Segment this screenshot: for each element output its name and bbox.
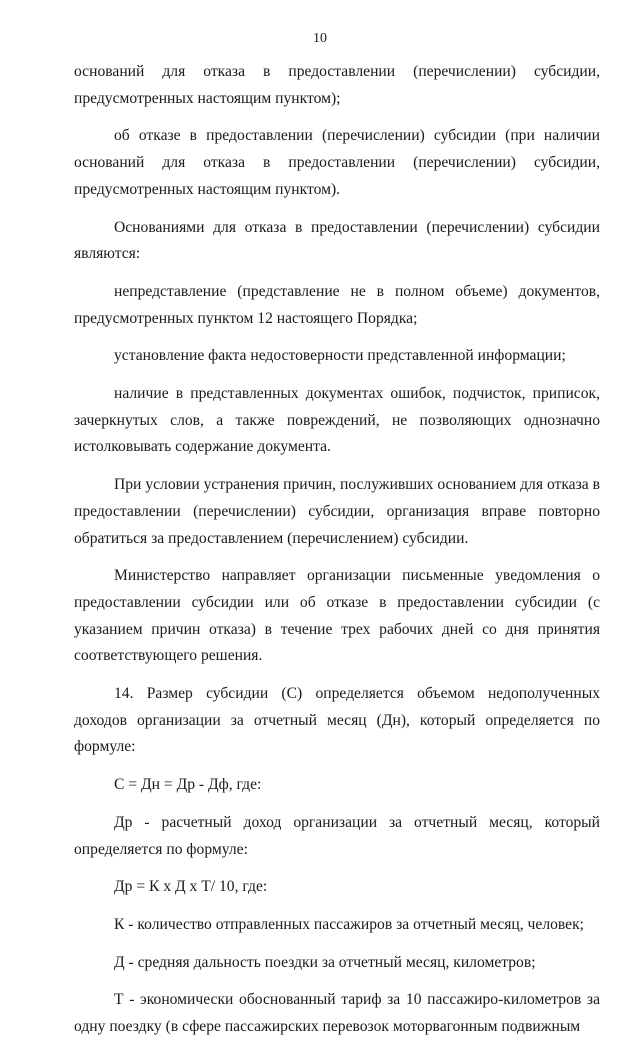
paragraph: непредставление (представление не в полном объеме) документов, предусмотренных пунктом 12 настоящего Порядка; xyxy=(74,282,600,327)
paragraph: оснований для отказа в предоставлении (перечислении) субсидии, предусмотренных настоящим пунктом); xyxy=(74,63,600,107)
paragraph: Д - средняя дальность поездки за отчетный месяц, километров; xyxy=(114,953,536,971)
paragraph: При условии устранения причин, послуживших основанием для отказа в предоставлении (перечислении) субсидии, организация вправе повторно обратиться за предоставлением (перечислением) субсидии. xyxy=(74,476,600,547)
paragraph: К - количество отправленных пассажиров за отчетный месяц, человек; xyxy=(114,915,585,933)
paragraph: наличие в представленных документах ошибок, подчисток, приписок, зачеркнутых слов, а также повреждений, не позволяющих однозначно истолковывать содержание документа. xyxy=(74,385,600,456)
paragraph: установление факта недостоверности представленной информации; xyxy=(114,347,566,365)
paragraph: Т - экономически обоснованный тариф за 10 пассажиро-километров за одну поездку (в сфере пассажирских перевозок моторвагонным подвижным xyxy=(74,991,600,1036)
formula-line: С = Дн = Др - Дф, где: xyxy=(114,776,262,794)
paragraph: Др - расчетный доход организации за отчетный месяц, который определяется по формуле: xyxy=(74,813,600,858)
paragraph: Министерство направляет организации письменные уведомления о предоставлении субсидии или об отказе в предоставлении субсидии (с указанием причин отказа) в течение трех рабочих дней со дня принятия соответствующего решения. xyxy=(74,567,600,665)
paragraph: Основаниями для отказа в предоставлении (перечислении) субсидии являются: xyxy=(74,218,600,263)
document-body xyxy=(74,59,600,1052)
formula-line: Др = К x Д x Т/ 10, где: xyxy=(114,878,268,896)
paragraph: об отказе в предоставлении (перечислении) субсидии (при наличии оснований для отказа в предоставлении (перечислении) субсидии, предусмотренных настоящим пунктом). xyxy=(74,127,600,198)
page-number: 10 xyxy=(313,31,327,46)
paragraph: 14. Размер субсидии (С) определяется объемом недополученных доходов организации за отчетный месяц (Дн), который определяется по формуле: xyxy=(74,685,600,756)
